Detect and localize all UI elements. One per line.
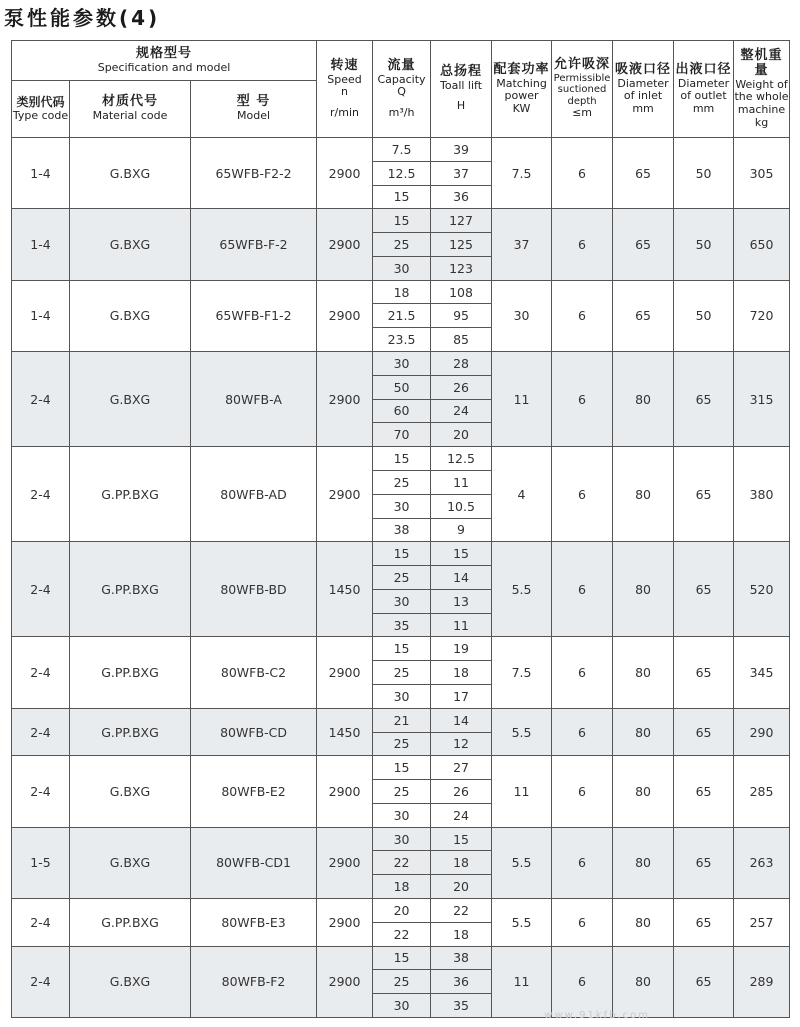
capacity-header: 流量 Capacity Q m³/h — [373, 41, 431, 138]
table-row — [12, 946, 790, 970]
weight-cell: 305 — [734, 138, 790, 209]
inlet-cell: 80 — [613, 756, 674, 827]
lift-cell: 19 — [431, 637, 492, 661]
capacity-cell: 30 — [373, 256, 431, 280]
material-code-cell: G.PP.BXG — [70, 637, 191, 708]
depth-cell: 6 — [552, 637, 613, 708]
lift-cell: 18 — [431, 922, 492, 946]
capacity-cell: 35 — [373, 613, 431, 637]
lift-cell: 10.5 — [431, 494, 492, 518]
model-cell: 80WFB-F2 — [191, 946, 317, 1017]
inlet-cell: 65 — [613, 280, 674, 351]
table-row — [12, 138, 790, 162]
outlet-cell: 65 — [674, 447, 734, 542]
table-row — [12, 637, 790, 661]
table-row — [12, 542, 790, 566]
material-code-cell: G.PP.BXG — [70, 447, 191, 542]
material-code-cell: G.PP.BXG — [70, 708, 191, 756]
model-cell: 80WFB-CD1 — [191, 827, 317, 898]
lift-cell: 18 — [431, 851, 492, 875]
power-cell: 11 — [492, 946, 552, 1017]
capacity-cell: 30 — [373, 827, 431, 851]
lift-cell: 12.5 — [431, 447, 492, 471]
power-cell: 4 — [492, 447, 552, 542]
lift-cell: 27 — [431, 756, 492, 780]
power-cell: 7.5 — [492, 138, 552, 209]
inlet-cell: 65 — [613, 138, 674, 209]
speed-cell: 1450 — [317, 708, 373, 756]
lift-cell: 14 — [431, 708, 492, 732]
material-code-cell: G.PP.BXG — [70, 899, 191, 947]
inlet-cell: 80 — [613, 946, 674, 1017]
power-cell: 30 — [492, 280, 552, 351]
lift-cell: 95 — [431, 304, 492, 328]
speed-cell: 2900 — [317, 946, 373, 1017]
power-cell: 7.5 — [492, 637, 552, 708]
model-cell: 80WFB-E3 — [191, 899, 317, 947]
weight-cell: 520 — [734, 542, 790, 637]
speed-cell: 1450 — [317, 542, 373, 637]
capacity-cell: 30 — [373, 589, 431, 613]
depth-cell: 6 — [552, 946, 613, 1017]
weight-cell: 257 — [734, 899, 790, 947]
lift-cell: 9 — [431, 518, 492, 542]
capacity-cell: 21.5 — [373, 304, 431, 328]
capacity-cell: 7.5 — [373, 138, 431, 162]
speed-cell: 2900 — [317, 899, 373, 947]
lift-cell: 125 — [431, 233, 492, 257]
outlet-cell: 50 — [674, 209, 734, 280]
material-code-cell: G.BXG — [70, 352, 191, 447]
lift-cell: 18 — [431, 661, 492, 685]
lift-cell: 85 — [431, 328, 492, 352]
capacity-cell: 15 — [373, 447, 431, 471]
type-code-cell: 1-4 — [12, 280, 70, 351]
lift-cell: 37 — [431, 161, 492, 185]
capacity-cell: 30 — [373, 803, 431, 827]
material-code-cell: G.BXG — [70, 138, 191, 209]
depth-cell: 6 — [552, 756, 613, 827]
inlet-cell: 80 — [613, 827, 674, 898]
lift-cell: 15 — [431, 827, 492, 851]
inlet-cell: 80 — [613, 447, 674, 542]
weight-cell: 289 — [734, 946, 790, 1017]
model-cell: 80WFB-C2 — [191, 637, 317, 708]
depth-cell: 6 — [552, 352, 613, 447]
speed-cell: 2900 — [317, 756, 373, 827]
depth-cell: 6 — [552, 542, 613, 637]
table-row — [12, 708, 790, 732]
capacity-cell: 25 — [373, 970, 431, 994]
table-row — [12, 209, 790, 233]
type-code-cell: 1-4 — [12, 209, 70, 280]
lift-cell: 15 — [431, 542, 492, 566]
depth-cell: 6 — [552, 708, 613, 756]
capacity-cell: 15 — [373, 209, 431, 233]
page-title: 泵性能参数(4) — [4, 6, 161, 30]
capacity-cell: 25 — [373, 780, 431, 804]
capacity-cell: 25 — [373, 661, 431, 685]
inlet-cell: 80 — [613, 352, 674, 447]
lift-cell: 14 — [431, 566, 492, 590]
speed-cell: 2900 — [317, 637, 373, 708]
outlet-cell: 65 — [674, 352, 734, 447]
capacity-cell: 23.5 — [373, 328, 431, 352]
capacity-cell: 15 — [373, 756, 431, 780]
power-cell: 5.5 — [492, 542, 552, 637]
table-row — [12, 756, 790, 780]
depth-header: 允许吸深 Permissible suctioned depth ≤m — [552, 41, 613, 138]
type-code-cell: 2-4 — [12, 637, 70, 708]
lift-cell: 36 — [431, 970, 492, 994]
type-code-cell: 2-4 — [12, 708, 70, 756]
outlet-cell: 65 — [674, 899, 734, 947]
material-code-cell: G.BXG — [70, 827, 191, 898]
capacity-cell: 60 — [373, 399, 431, 423]
capacity-cell: 15 — [373, 185, 431, 209]
speed-cell: 2900 — [317, 447, 373, 542]
type-code-cell: 2-4 — [12, 946, 70, 1017]
model-cell: 80WFB-A — [191, 352, 317, 447]
capacity-cell: 15 — [373, 946, 431, 970]
outlet-cell: 65 — [674, 542, 734, 637]
type-code-header: 类别代码 Type code — [12, 81, 70, 138]
outlet-cell: 65 — [674, 756, 734, 827]
model-cell: 80WFB-E2 — [191, 756, 317, 827]
weight-cell: 720 — [734, 280, 790, 351]
model-cell: 65WFB-F1-2 — [191, 280, 317, 351]
weight-cell: 285 — [734, 756, 790, 827]
material-code-cell: G.BXG — [70, 280, 191, 351]
model-cell: 80WFB-BD — [191, 542, 317, 637]
power-cell: 11 — [492, 352, 552, 447]
inlet-cell: 65 — [613, 209, 674, 280]
depth-cell: 6 — [552, 447, 613, 542]
weight-cell: 315 — [734, 352, 790, 447]
capacity-cell: 50 — [373, 375, 431, 399]
lift-cell: 17 — [431, 684, 492, 708]
speed-cell: 2900 — [317, 280, 373, 351]
lift-cell: 127 — [431, 209, 492, 233]
type-code-cell: 1-4 — [12, 138, 70, 209]
capacity-cell: 18 — [373, 875, 431, 899]
model-cell: 65WFB-F-2 — [191, 209, 317, 280]
capacity-cell: 12.5 — [373, 161, 431, 185]
lift-cell: 22 — [431, 899, 492, 923]
watermark: www.91kfb.com — [544, 1010, 650, 1021]
capacity-cell: 22 — [373, 851, 431, 875]
power-cell: 5.5 — [492, 899, 552, 947]
lift-cell: 39 — [431, 138, 492, 162]
type-code-cell: 2-4 — [12, 352, 70, 447]
inlet-cell: 80 — [613, 899, 674, 947]
speed-cell: 2900 — [317, 352, 373, 447]
type-code-cell: 2-4 — [12, 447, 70, 542]
lift-cell: 26 — [431, 780, 492, 804]
pump-performance-table — [11, 40, 790, 1018]
depth-cell: 6 — [552, 899, 613, 947]
outlet-cell: 50 — [674, 138, 734, 209]
type-code-cell: 2-4 — [12, 542, 70, 637]
outlet-cell: 65 — [674, 708, 734, 756]
speed-cell: 2900 — [317, 138, 373, 209]
lift-header: 总扬程 Toall lift H — [431, 41, 492, 138]
capacity-cell: 38 — [373, 518, 431, 542]
model-cell: 65WFB-F2-2 — [191, 138, 317, 209]
material-code-cell: G.BXG — [70, 946, 191, 1017]
capacity-cell: 25 — [373, 470, 431, 494]
material-code-cell: G.PP.BXG — [70, 542, 191, 637]
lift-cell: 108 — [431, 280, 492, 304]
capacity-cell: 30 — [373, 684, 431, 708]
table-row — [12, 899, 790, 923]
lift-cell: 38 — [431, 946, 492, 970]
depth-cell: 6 — [552, 138, 613, 209]
type-code-cell: 2-4 — [12, 899, 70, 947]
capacity-cell: 21 — [373, 708, 431, 732]
capacity-cell: 20 — [373, 899, 431, 923]
inlet-cell: 80 — [613, 708, 674, 756]
table-row — [12, 280, 790, 304]
outlet-cell: 65 — [674, 827, 734, 898]
lift-cell: 35 — [431, 994, 492, 1018]
outlet-cell: 65 — [674, 637, 734, 708]
power-cell: 5.5 — [492, 827, 552, 898]
power-cell: 5.5 — [492, 708, 552, 756]
capacity-cell: 70 — [373, 423, 431, 447]
lift-cell: 28 — [431, 352, 492, 376]
table-row — [12, 352, 790, 376]
table-header — [12, 41, 790, 138]
material-code-cell: G.BXG — [70, 209, 191, 280]
outlet-cell: 50 — [674, 280, 734, 351]
lift-cell: 11 — [431, 613, 492, 637]
inlet-cell: 80 — [613, 542, 674, 637]
capacity-cell: 30 — [373, 352, 431, 376]
capacity-cell: 25 — [373, 732, 431, 756]
lift-cell: 11 — [431, 470, 492, 494]
lift-cell: 20 — [431, 875, 492, 899]
weight-cell: 380 — [734, 447, 790, 542]
outlet-cell: 65 — [674, 946, 734, 1017]
capacity-cell: 30 — [373, 494, 431, 518]
model-cell: 80WFB-AD — [191, 447, 317, 542]
speed-cell: 2900 — [317, 209, 373, 280]
speed-header: 转速 Speed n r/min — [317, 41, 373, 138]
type-code-cell: 1-5 — [12, 827, 70, 898]
table-row — [12, 827, 790, 851]
depth-cell: 6 — [552, 280, 613, 351]
lift-cell: 36 — [431, 185, 492, 209]
lift-cell: 13 — [431, 589, 492, 613]
weight-cell: 345 — [734, 637, 790, 708]
spec-model-header: 规格型号 Specification and model — [12, 41, 317, 81]
inlet-cell: 80 — [613, 637, 674, 708]
lift-cell: 24 — [431, 399, 492, 423]
lift-cell: 12 — [431, 732, 492, 756]
lift-cell: 26 — [431, 375, 492, 399]
outlet-header: 出液口径 Diameter of outlet mm — [674, 41, 734, 138]
weight-cell: 650 — [734, 209, 790, 280]
material-code-cell: G.BXG — [70, 756, 191, 827]
power-cell: 37 — [492, 209, 552, 280]
lift-cell: 123 — [431, 256, 492, 280]
capacity-cell: 15 — [373, 542, 431, 566]
weight-header: 整机重量 Weight of the whole machine kg — [734, 41, 790, 138]
capacity-cell: 22 — [373, 922, 431, 946]
weight-cell: 290 — [734, 708, 790, 756]
model-cell: 80WFB-CD — [191, 708, 317, 756]
capacity-cell: 30 — [373, 994, 431, 1018]
weight-cell: 263 — [734, 827, 790, 898]
capacity-cell: 25 — [373, 233, 431, 257]
lift-cell: 20 — [431, 423, 492, 447]
power-cell: 11 — [492, 756, 552, 827]
material-code-header: 材质代号 Material code — [70, 81, 191, 138]
capacity-cell: 18 — [373, 280, 431, 304]
type-code-cell: 2-4 — [12, 756, 70, 827]
capacity-cell: 25 — [373, 566, 431, 590]
speed-cell: 2900 — [317, 827, 373, 898]
table-body — [12, 138, 790, 1018]
model-header: 型 号 Model — [191, 81, 317, 138]
table-row — [12, 447, 790, 471]
depth-cell: 6 — [552, 827, 613, 898]
capacity-cell: 15 — [373, 637, 431, 661]
lift-cell: 24 — [431, 803, 492, 827]
inlet-header: 吸液口径 Diameter of inlet mm — [613, 41, 674, 138]
power-header: 配套功率 Matching power KW — [492, 41, 552, 138]
depth-cell: 6 — [552, 209, 613, 280]
